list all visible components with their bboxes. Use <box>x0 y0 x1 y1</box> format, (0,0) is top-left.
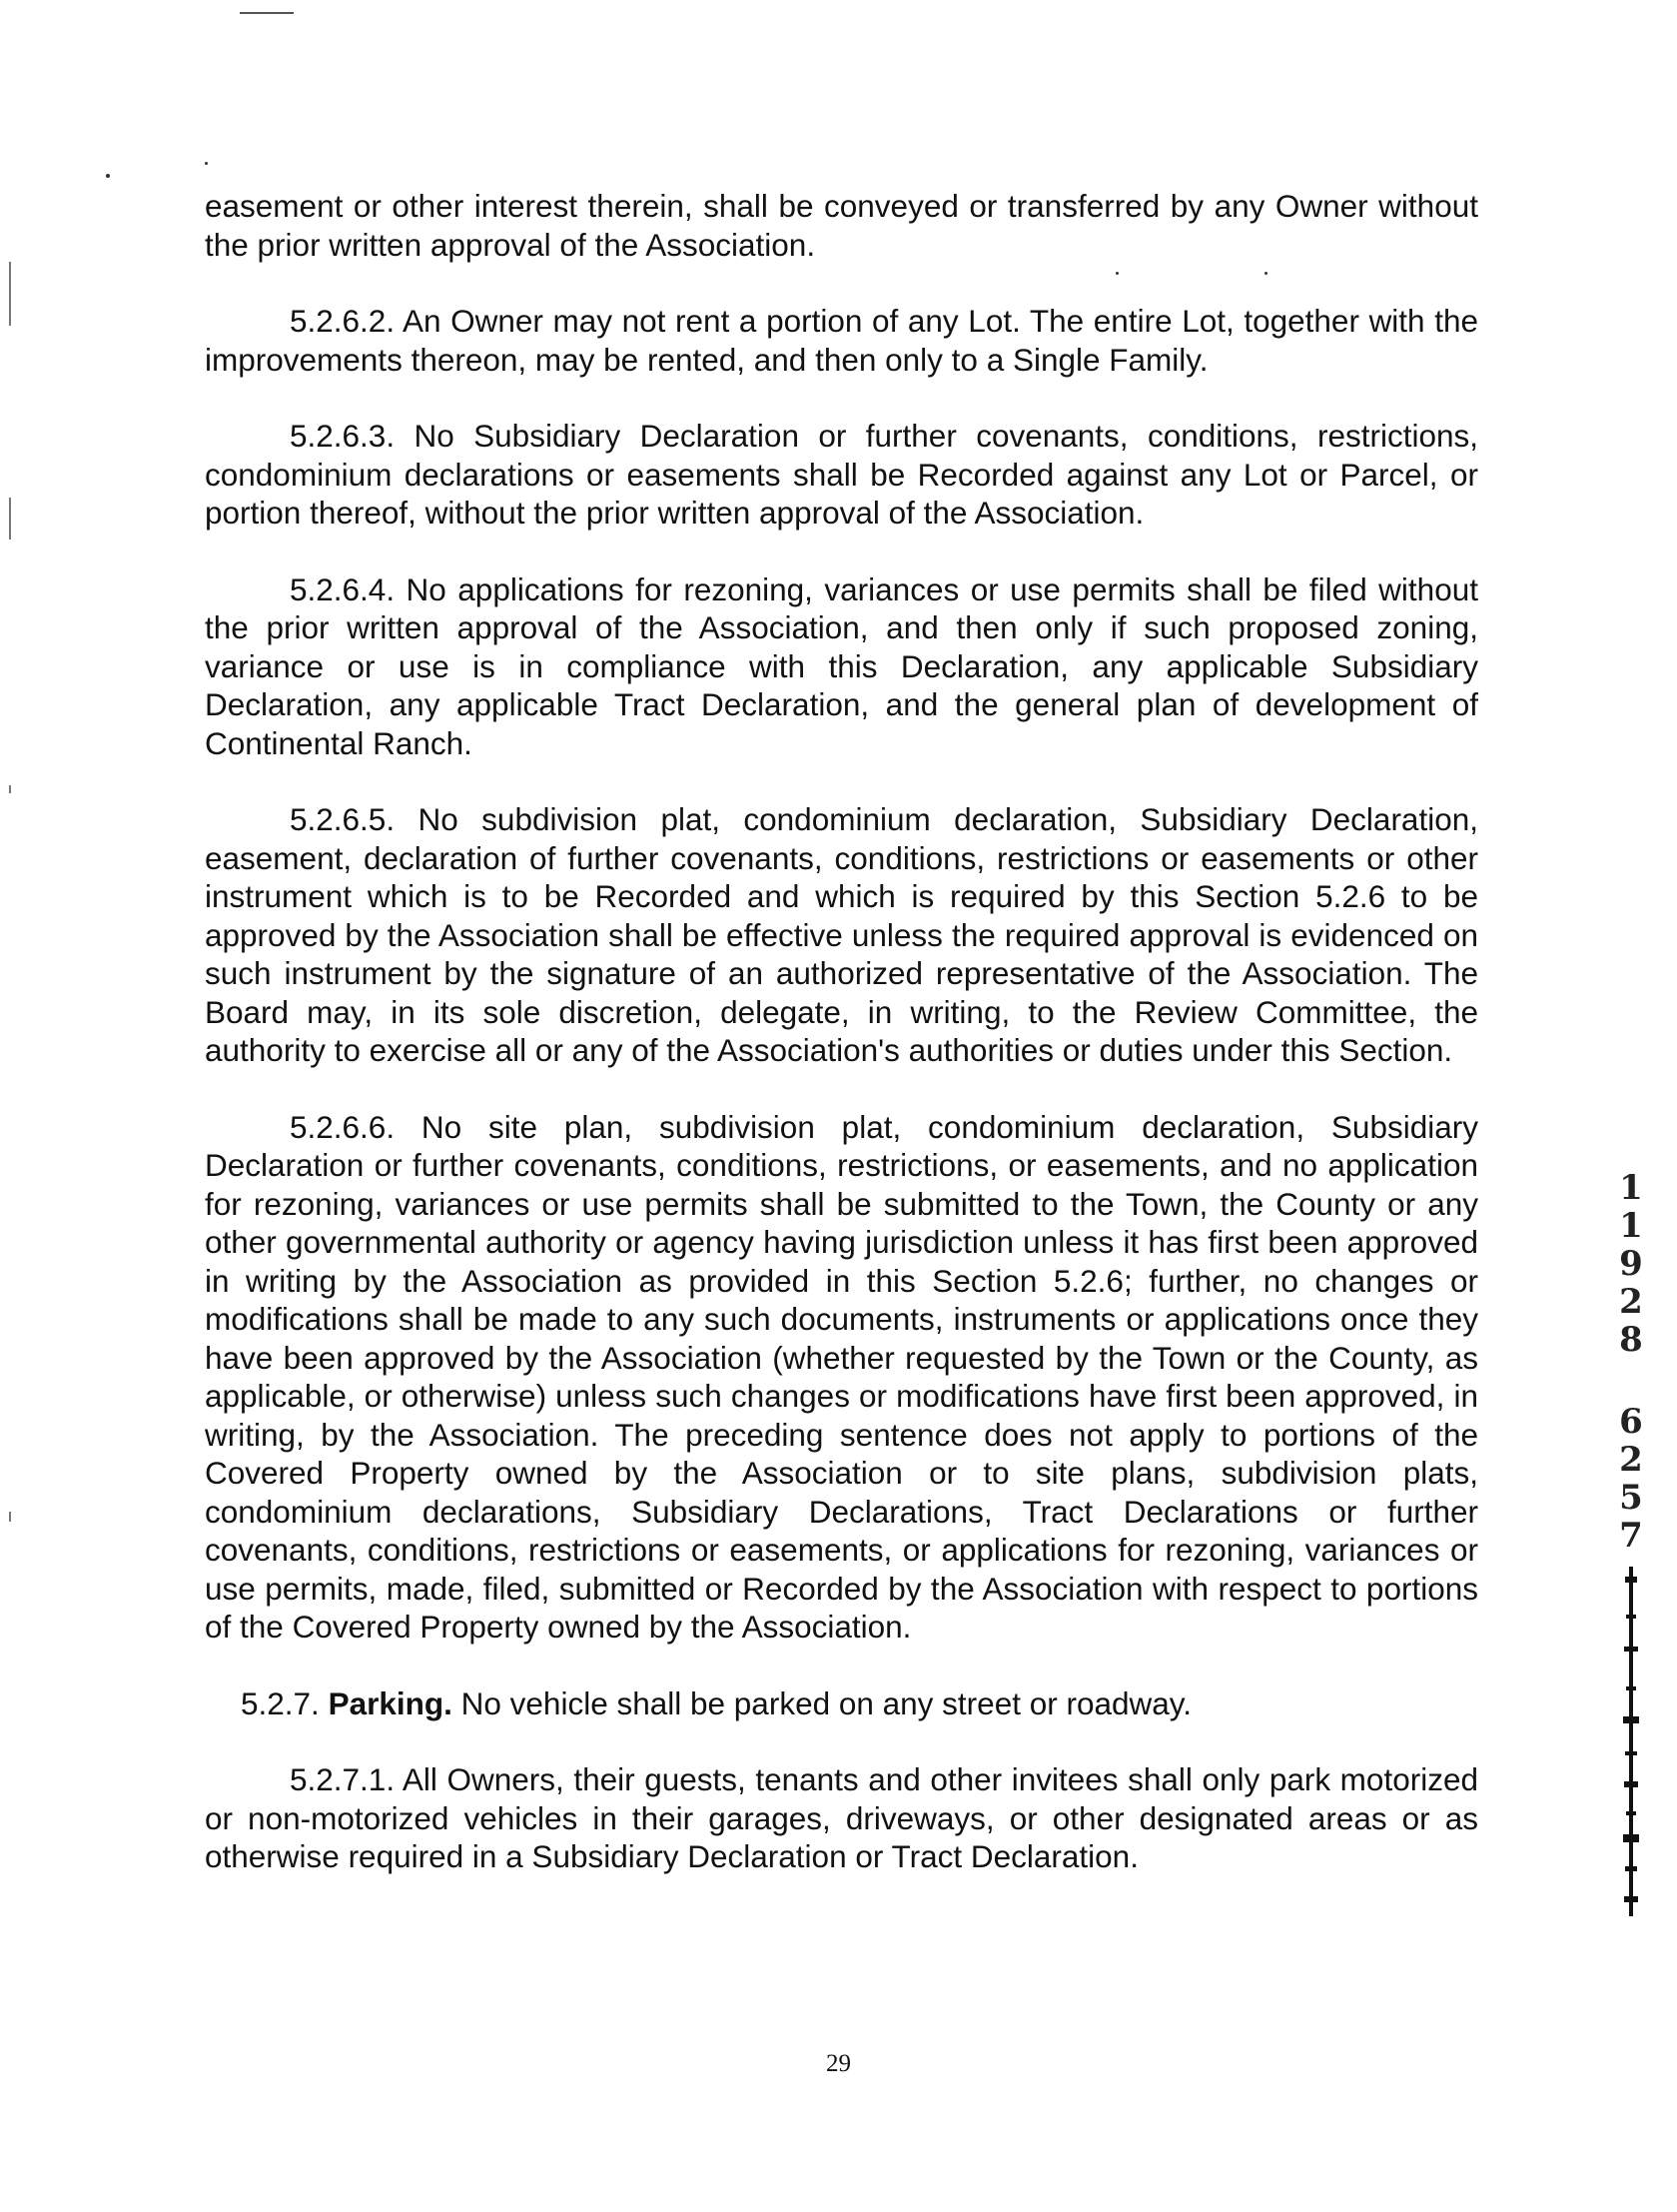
stamp-digit: 9 <box>1619 1244 1643 1284</box>
stamp-digit: 7 <box>1619 1516 1643 1556</box>
section-number: 5.2.7. <box>241 1684 320 1721</box>
document-body <box>205 187 1478 1876</box>
recording-stamp <box>1613 1169 1649 1555</box>
paragraph-5-2-7-parking <box>205 1684 1478 1723</box>
stamp-digit: 6 <box>1619 1402 1643 1442</box>
scan-speck <box>106 174 110 178</box>
paragraph-5-2-7-1: 5.2.7.1. All Owners, their guests, tenants and other invitees shall only park motorized or non-motorized vehicles in their garages, driveways, or other designated areas or as otherwise required in a Subsidiary Declaration or Tract Declaration. <box>205 1761 1478 1874</box>
section-text: No vehicle shall be parked on any street or roadway. <box>460 1684 1192 1721</box>
margin-scan-mark <box>9 498 11 540</box>
stamp-spacer <box>1613 1359 1649 1403</box>
section-heading: Parking. <box>328 1684 452 1721</box>
page-number: 29 <box>826 2050 851 2077</box>
margin-scan-mark <box>9 1512 11 1522</box>
paragraph-5-2-6-4: 5.2.6.4. No applications for rezoning, variances or use permits shall be filed without the prior written approval of the Association, and then only if such proposed zoning, variance or use is in compliance with this Declaration, any applicable Subsidiary Declaration, any applicable Tract Declaration, and the general plan of development of Continental Ranch. <box>205 570 1478 761</box>
margin-scan-mark <box>9 262 11 326</box>
stamp-digit: 2 <box>1619 1282 1643 1322</box>
paragraph-5-2-6-2: 5.2.6.2. An Owner may not rent a portion of any Lot. The entire Lot, together with the improvements thereon, may be rented, and then only to a Single Family. <box>205 303 1478 378</box>
stamp-digit: 8 <box>1619 1320 1643 1360</box>
stamp-digit: 5 <box>1619 1478 1643 1518</box>
recording-barcode-mark <box>1618 1567 1644 1916</box>
stamp-digit: 2 <box>1619 1440 1643 1480</box>
top-scan-rule <box>240 12 294 14</box>
scan-speck <box>205 162 208 165</box>
paragraph-continuation: easement or other interest therein, shall be conveyed or transferred by any Owner without the prior written approval of the Association. <box>205 188 1478 263</box>
paragraph-5-2-6-6: 5.2.6.6. No site plan, subdivision plat, condominium declaration, Subsidiary Declaration or further covenants, conditions, restrictions, or easements, and no application for rezoning, variances or use permits shall be submitted to the Town, the County or any other governmental authority or agency having jurisdiction unless it has first been approved in writing by the Association as provided in this Section 5.2.6; further, no changes or modifications shall be made to any such documents, instruments or applications once they have been approved by the Association (whether requested by the Town or the County, as applicable, or otherwise) unless such changes or modifications have first been approved, in writing, by the Association. The preceding sentence does not apply to portions of the Covered Property owned by the Association or to site plans, subdivision plats, condominium declarations, Subsidiary Declarations, Tract Declarations or further covenants, conditions, restrictions or easements, or applications for rezoning, variances or use permits, made, filed, submitted or Recorded by the Association with respect to portions of the Covered Property owned by the Association. <box>205 1108 1478 1645</box>
stamp-digit: 1 <box>1619 1206 1643 1246</box>
paragraph-5-2-6-3: 5.2.6.3. No Subsidiary Declaration or further covenants, conditions, restrictions, condominium declarations or easements shall be Recorded against any Lot or Parcel, or portion thereof, without the prior written approval of the Association. <box>205 418 1478 531</box>
margin-scan-mark <box>9 785 11 793</box>
stamp-digit: 1 <box>1619 1168 1643 1208</box>
paragraph-5-2-6-5: 5.2.6.5. No subdivision plat, condominium declaration, Subsidiary Declaration, easement, declaration of further covenants, conditions, restrictions or easements or other instrument which is to be Recorded and which is required by this Section 5.2.6 to be approved by the Association shall be effective unless the required approval is evidenced on such instrument by the signature of an authorized representative of the Association. The Board may, in its sole discretion, delegate, in writing, to the Review Committee, the authority to exercise all or any of the Association's authorities or duties under this Section. <box>205 801 1478 1068</box>
